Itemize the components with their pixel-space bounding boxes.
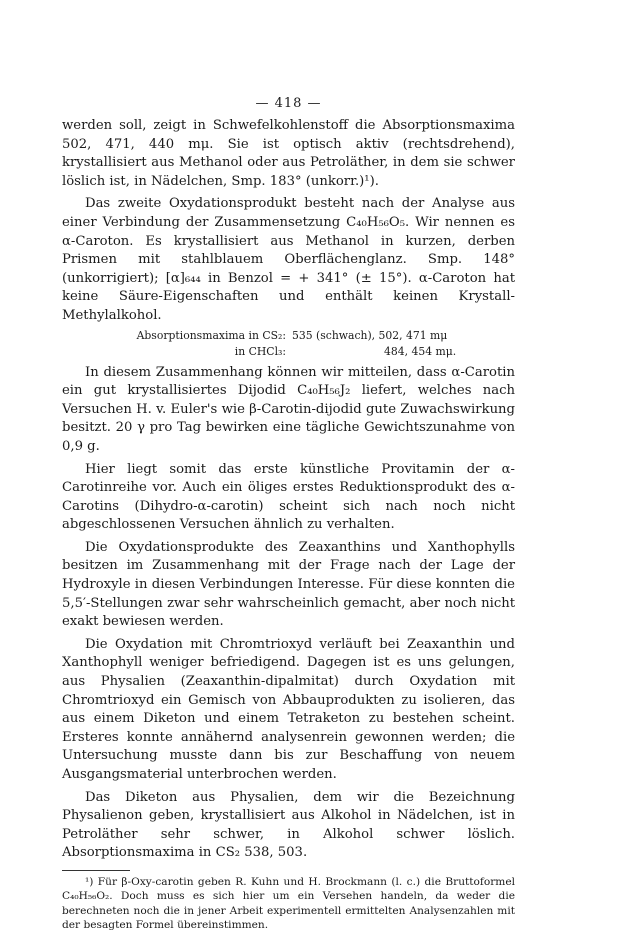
paragraph-1: werden soll, zeigt in Schwefelkohlenstoff die Absorptionsmaxima 502, 471, 440 mμ. Sie ist optisch aktiv (rechtsdrehend), krystallisiert aus Methanol oder aus Petroläther, in dem sie schwer löslich ist, in Nädelchen, Smp. 183° (unkorr.)¹). [62,118,515,189]
footnote-divider [62,870,130,871]
absorption-table [62,328,515,360]
paragraph-3: In diesem Zusammenhang können wir mitteilen, dass α-Carotin ein gut krystallisiertes Dijodid C₄₀H₅₆J₂ liefert, welches nach Versuchen H. v. Euler's wie β-Carotin-dijodid gute Zuwachswirkung besitzt. 20 γ pro Tag bewirken eine tägliche Gewichtszunahme von 0,9 g. [62,364,515,454]
page-content [62,96,515,933]
paragraph-6: Die Oxydation mit Chromtrioxyd verläuft bei Zeaxanthin und Xanthophyll weniger befriedigend. Dagegen ist es uns gelungen, aus Physalien (Zeaxanthin-dipalmitat) durch Oxydation mit Chromtrioxyd ein Gemisch von Abbauprodukten zu isolieren, das aus einem Diketon und einem Tetraketon zu bestehen scheint. Ersteres konnte annähernd analysenrein gewonnen werden; die Untersuchung musste dann bis zur Beschaffung von neuem Ausgangsmaterial unterbrochen werden. [62,636,515,782]
absorption-label-chcl3: in CHCl₃: [234,344,286,358]
paragraph-7: Das Diketon aus Physalien, dem wir die Bezeichnung Physalienon geben, krystallisiert aus Alkohol in Nädelchen, ist in Petroläther sehr schwer, in Alkohol schwer löslich. Absorptionsmaxima in CS₂ 538, 503. [62,789,515,861]
absorption-row-chcl3 [62,344,515,360]
absorption-value-chcl3: 484, 454 mμ. [384,344,457,358]
page-number: — 418 — [255,96,322,111]
paragraph-4: Hier liegt somit das erste künstliche Provitamin der α-Carotinreihe vor. Auch ein öliges erstes Reduktionsprodukt des α-Carotins (Dihydro-α-carotin) scheint sich nach noch nicht abgeschlossenen Versuchen ähnlich zu verhalten. [62,461,515,533]
absorption-value-cs2: 535 (schwach), 502, 471 mμ [292,328,448,342]
paragraph-2: Das zweite Oxydationsprodukt besteht nach der Analyse aus einer Verbindung der Zusammensetzung C₄₀H₅₆O₅. Wir nennen es α-Caroton. Es krystallisiert aus Methanol in kurzen, derben Prismen mit stahlblauem Oberflächenglanz. Smp. 148° (unkorrigiert); [α]₆₄₄ in Benzol = + 341° (± 15°). α-Caroton hat keine Säure-Eigenschaften und enthält keinen Krystall-Methylalkohol. [62,196,515,323]
footnote: ¹) Für β-Oxy-carotin geben R. Kuhn und H. Brockmann (l. c.) die Bruttoformel C₄₀H₅₆O₂. Doch muss es sich hier um ein Versehen handeln, da weder die berechneten noch die in jener Arbeit experimentell ermittelten Analysenzahlen mit der besagten Formel übereinstimmen. [62,875,515,932]
absorption-label-cs2: Absorptionsmaxima in CS₂: [136,328,286,342]
absorption-row-cs2 [62,328,515,344]
paragraph-5: Die Oxydationsprodukte des Zeaxanthins und Xanthophylls besitzen im Zusammenhang mit der Frage nach der Lage der Hydroxyle in diesen Verbindungen Interesse. Für diese konnten die 5,5′-Stellungen zwar sehr wahrscheinlich gemacht, aber noch nicht exakt bewiesen werden. [62,539,515,630]
